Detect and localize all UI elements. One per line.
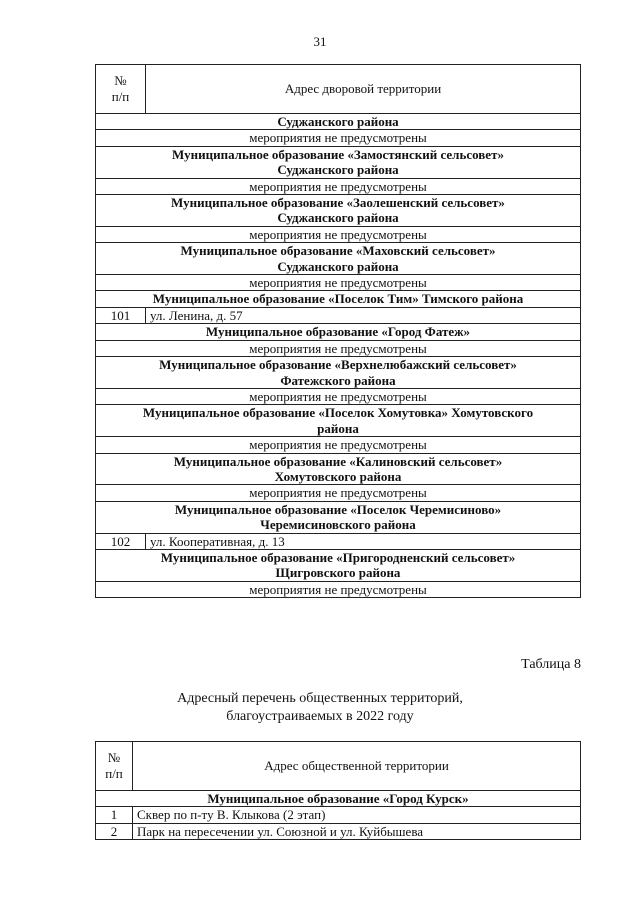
municipality-heading-cell: Муниципальное образование «Пригородненский сельсовет» Щигровского района: [96, 549, 581, 581]
municipality-heading-cell: Муниципальное образование «Заолешенский сельсовет» Суджанского района: [96, 195, 581, 227]
no-measures-cell: мероприятия не предусмотрены: [96, 178, 581, 194]
address-cell: ул. Ленина, д. 57: [146, 307, 581, 323]
address-cell: Парк на пересечении ул. Союзной и ул. Куйбышева: [133, 823, 581, 839]
table-row: [96, 807, 581, 823]
table-caption: Адресный перечень общественных территорий, благоустраиваемых в 2022 году: [177, 691, 463, 724]
no-measures-cell: мероприятия не предусмотрены: [96, 388, 581, 404]
no-measures-cell: мероприятия не предусмотрены: [96, 340, 581, 356]
table-row: [96, 533, 581, 549]
table-row: [96, 146, 581, 178]
table-row: [96, 437, 581, 453]
municipality-heading-cell: Муниципальное образование «Поселок Хомутовка» Хомутовского района: [96, 405, 581, 437]
no-measures-cell: мероприятия не предусмотрены: [96, 130, 581, 146]
table-row: [96, 340, 581, 356]
municipality-heading-cell: Муниципальное образование «Замостянский сельсовет» Суджанского района: [96, 146, 581, 178]
row-number-cell: 101: [96, 307, 146, 323]
header-number-cell: № п/п: [96, 742, 133, 791]
header-address-cell: Адрес общественной территории: [133, 742, 581, 791]
table-row: [96, 581, 581, 597]
no-measures-cell: мероприятия не предусмотрены: [96, 437, 581, 453]
table-row: [96, 307, 581, 323]
no-measures-cell: мероприятия не предусмотрены: [96, 226, 581, 242]
table-row: [96, 130, 581, 146]
row-number-cell: 102: [96, 533, 146, 549]
table-row: [96, 275, 581, 291]
municipality-heading-cell: Муниципальное образование «Поселок Черемисиново» Черемисиновского района: [96, 501, 581, 533]
no-measures-cell: мероприятия не предусмотрены: [96, 581, 581, 597]
table-row: [96, 195, 581, 227]
table-row: [96, 453, 581, 485]
row-number-cell: 2: [96, 823, 133, 839]
table-row: [96, 791, 581, 807]
table-row: [96, 549, 581, 581]
table-row: [96, 324, 581, 340]
address-cell: ул. Кооперативная, д. 13: [146, 533, 581, 549]
table-header-row: [96, 742, 581, 791]
municipality-heading-cell: Муниципальное образование «Город Фатеж»: [96, 324, 581, 340]
table-row: [96, 178, 581, 194]
table-row: [96, 823, 581, 839]
table-row: [96, 291, 581, 307]
table-label: Таблица 8: [521, 657, 581, 672]
municipality-heading-cell: Муниципальное образование «Калиновский сельсовет» Хомутовского района: [96, 453, 581, 485]
table-row: [96, 501, 581, 533]
page-number: 31: [313, 34, 327, 49]
address-cell: Сквер по п-ту В. Клыкова (2 этап): [133, 807, 581, 823]
header-number-cell: № п/п: [96, 65, 146, 114]
table-row: [96, 114, 581, 130]
table-row: [96, 357, 581, 389]
public-territories-table: [95, 741, 581, 840]
header-address-cell: Адрес дворовой территории: [146, 65, 581, 114]
table-row: [96, 226, 581, 242]
table-header-row: [96, 65, 581, 114]
municipality-heading-cell: Муниципальное образование «Маховский сельсовет» Суджанского района: [96, 243, 581, 275]
table-row: [96, 243, 581, 275]
municipality-heading-cell: Муниципальное образование «Верхнелюбажский сельсовет» Фатежского района: [96, 357, 581, 389]
no-measures-cell: мероприятия не предусмотрены: [96, 275, 581, 291]
no-measures-cell: мероприятия не предусмотрены: [96, 485, 581, 501]
courtyard-territories-table: [95, 64, 581, 598]
municipality-heading-cell: Муниципальное образование «Город Курск»: [96, 791, 581, 807]
municipality-heading-cell: Муниципальное образование «Поселок Тим» Тимского района: [96, 291, 581, 307]
table-row: [96, 405, 581, 437]
row-number-cell: 1: [96, 807, 133, 823]
table-row: [96, 485, 581, 501]
table-row: [96, 388, 581, 404]
municipality-heading-cell: Суджанского района: [96, 114, 581, 130]
